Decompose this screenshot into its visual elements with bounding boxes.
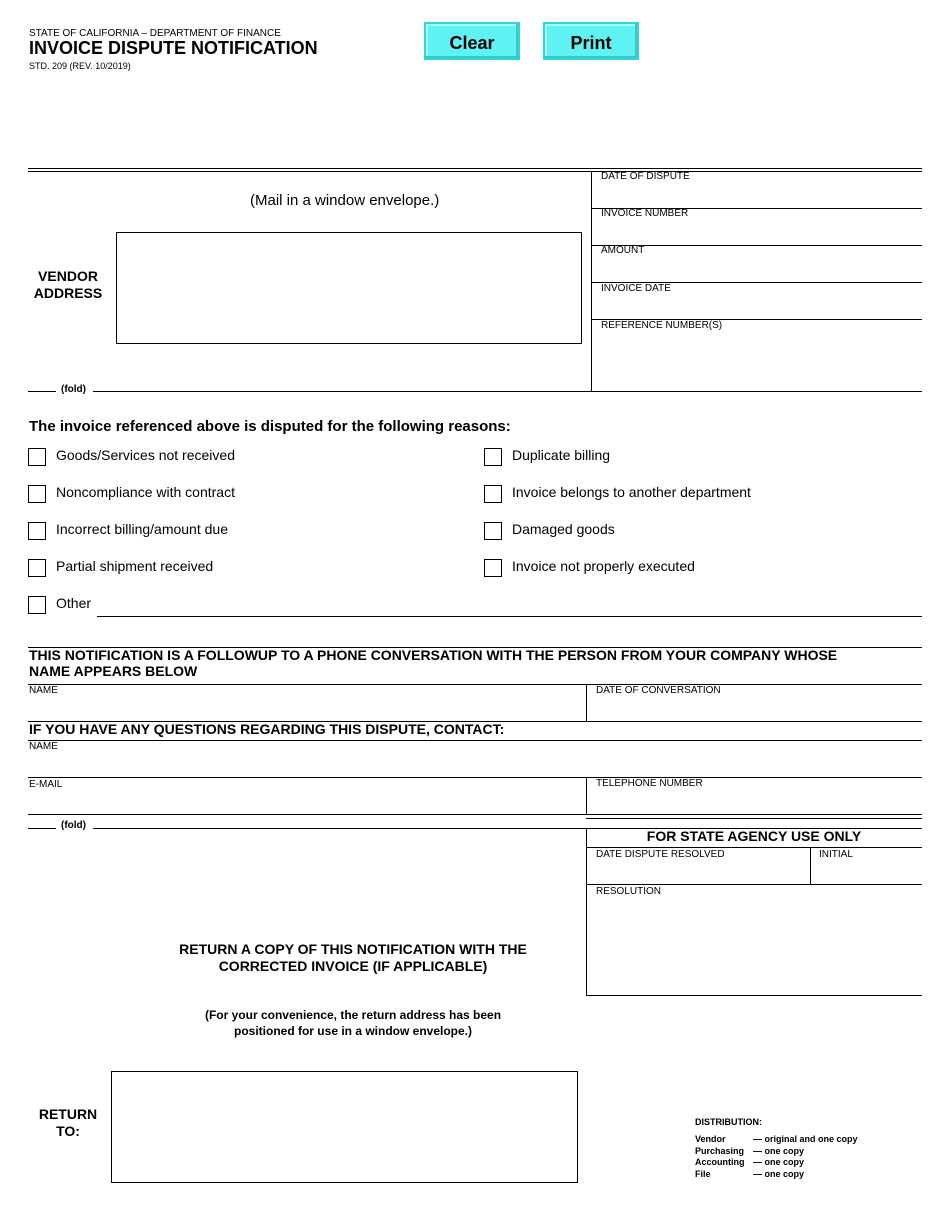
checkbox-damaged-goods[interactable]: [484, 522, 502, 540]
return-note: RETURN A COPY OF THIS NOTIFICATION WITH THE CORRECTED INVOICE (IF APPLICABLE): [179, 941, 527, 974]
email-label: E-MAIL: [29, 779, 63, 790]
mail-note: (Mail in a window envelope.): [250, 192, 440, 209]
checkbox-other[interactable]: [28, 596, 46, 614]
checkbox-partial-shipment[interactable]: [28, 559, 46, 577]
vendor-address-label: VENDOR ADDRESS: [33, 268, 103, 301]
distribution-row: Accounting — one copy: [695, 1157, 805, 1168]
reason-label: Damaged goods: [512, 521, 615, 537]
reason-label: Partial shipment received: [56, 558, 214, 574]
reason-label: Noncompliance with contract: [56, 484, 235, 500]
initial-label: INITIAL: [819, 849, 853, 860]
date-resolved-label: DATE DISPUTE RESOLVED: [596, 849, 725, 860]
reason-label: Incorrect billing/amount due: [56, 521, 228, 537]
vendor-address-box[interactable]: [116, 232, 582, 344]
contact-name-label: NAME: [29, 741, 58, 752]
invoice-number-label: INVOICE NUMBER: [601, 208, 689, 219]
resolution-label: RESOLUTION: [596, 886, 662, 897]
convenience-note: (For your convenience, the return address has been positioned for use in a window envelope.): [204, 1008, 502, 1038]
telephone-label: TELEPHONE NUMBER: [596, 778, 703, 789]
fold-label: (fold): [61, 820, 86, 831]
print-button[interactable]: Print: [543, 22, 639, 60]
form-title: INVOICE DISPUTE NOTIFICATION: [29, 38, 318, 58]
invoice-date-label: INVOICE DATE: [601, 283, 671, 294]
followup-heading: THIS NOTIFICATION IS A FOLLOWUP TO A PHONE CONVERSATION WITH THE PERSON FROM YOUR COMPANY WHOSE NAME APPEARS BELOW: [29, 647, 838, 679]
other-input-line[interactable]: [97, 616, 922, 617]
clear-button[interactable]: Clear: [424, 22, 520, 60]
agency-use-heading: FOR STATE AGENCY USE ONLY: [646, 828, 862, 844]
checkbox-incorrect-billing[interactable]: [28, 522, 46, 540]
reasons-heading: The invoice referenced above is disputed for the following reasons:: [29, 418, 511, 435]
distribution-list: [695, 1134, 858, 1181]
reference-numbers-label: REFERENCE NUMBER(S): [601, 320, 723, 331]
distribution-heading: DISTRIBUTION:: [695, 1117, 762, 1127]
return-address-box[interactable]: [111, 1071, 578, 1183]
date-of-conversation-label: DATE OF CONVERSATION: [596, 685, 721, 696]
checkbox-duplicate-billing[interactable]: [484, 448, 502, 466]
amount-label: AMOUNT: [601, 245, 645, 256]
checkbox-another-department[interactable]: [484, 485, 502, 503]
distribution-row: File — one copy: [695, 1169, 805, 1180]
form-number: STD. 209 (REV. 10/2019): [29, 61, 131, 71]
checkbox-noncompliance[interactable]: [28, 485, 46, 503]
distribution-row: Purchasing — one copy: [695, 1145, 805, 1156]
agency-name: STATE OF CALIFORNIA – DEPARTMENT OF FINANCE: [29, 28, 281, 39]
reason-label: Invoice belongs to another department: [512, 484, 751, 500]
reason-label: Other: [56, 595, 92, 611]
checkbox-not-properly-executed[interactable]: [484, 559, 502, 577]
followup-name-label: NAME: [29, 685, 58, 696]
reason-label: Goods/Services not received: [56, 447, 235, 463]
return-to-label: RETURN TO:: [38, 1106, 98, 1139]
date-of-dispute-label: DATE OF DISPUTE: [601, 171, 690, 182]
checkbox-goods-not-received[interactable]: [28, 448, 46, 466]
distribution-row: Vendor — original and one copy: [695, 1134, 858, 1144]
contact-heading: IF YOU HAVE ANY QUESTIONS REGARDING THIS DISPUTE, CONTACT:: [29, 721, 505, 737]
reason-label: Duplicate billing: [512, 447, 611, 463]
reason-label: Invoice not properly executed: [512, 558, 695, 574]
fold-label: (fold): [61, 384, 86, 395]
